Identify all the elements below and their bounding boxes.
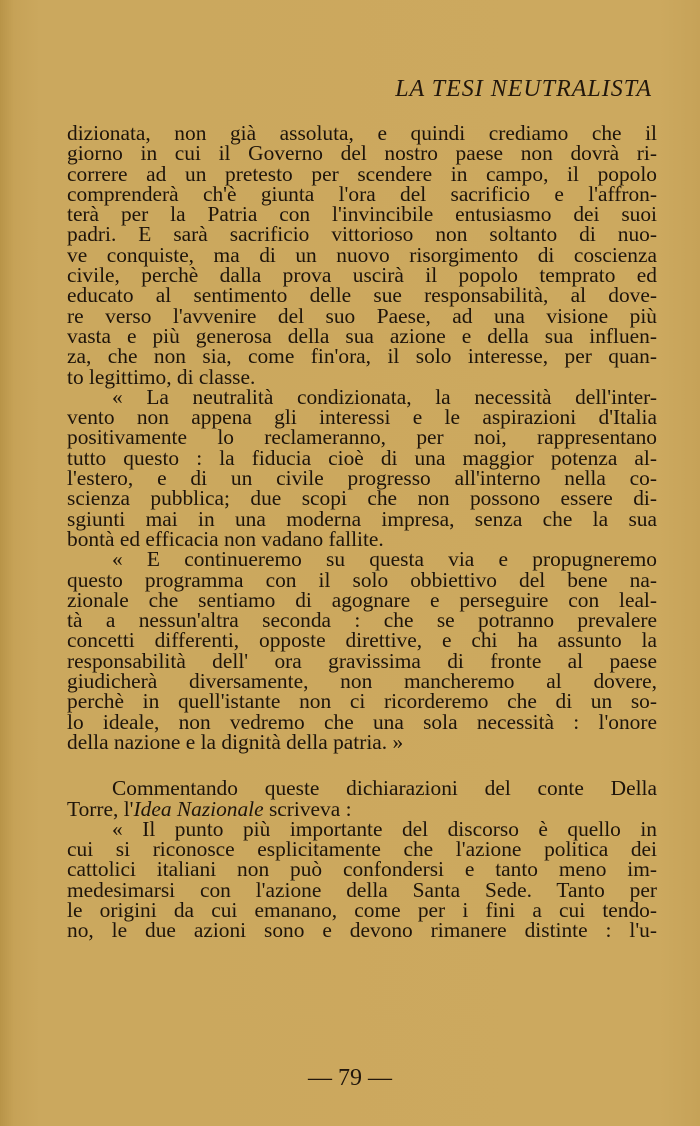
paragraph-gap: [67, 752, 657, 778]
text-line: sgiunti mai in una moderna impresa, senza che la sua: [67, 506, 657, 531]
text-line: re verso l'avvenire del suo Paese, ad una visione più: [67, 303, 657, 328]
paragraph-end-line: to legittimo, di classe.: [67, 364, 256, 389]
paragraph-start-line: « Il punto più importante del discorso è quello in: [112, 816, 657, 841]
body-text: [67, 123, 657, 941]
running-header: LA TESI NEUTRALISTA: [395, 76, 652, 102]
text-line: giudicherà diversamente, non mancheremo al dovere,: [67, 669, 657, 694]
text-line: civile, perchè dalla prova uscirà il popolo temprato ed: [67, 263, 657, 288]
text-line: terà per la Patria con l'invincibile entusiasmo dei suoi: [67, 202, 657, 227]
paragraph-start-line: Commentando queste dichiarazioni del conte Della: [112, 776, 657, 801]
text-line: zionale che sentiamo di agognare e perseguire con leal-: [67, 587, 657, 612]
text-line: correre ad un pretesto per scendere in campo, il popolo: [67, 161, 657, 186]
text-line: l'estero, e di un civile progresso all'interno nella co-: [67, 466, 657, 491]
text-line: cattolici italiani non può confondersi e tanto meno im-: [67, 857, 657, 882]
text-line: giorno in cui il Governo del nostro paese non dovrà ri-: [67, 141, 657, 166]
paragraph-end-line: bontà ed efficacia non vadano fallite.: [67, 526, 384, 551]
text-line: medesimarsi con l'azione della Santa Sede. Tanto per: [67, 877, 657, 902]
text-line: no, le due azioni sono e devono rimanere distinte : l'u-: [67, 918, 657, 943]
paragraph-start-line: « La neutralità condizionata, la necessità dell'inter-: [112, 384, 657, 409]
text-line: tà a nessun'altra seconda : che se potranno prevalere: [67, 608, 657, 633]
text-line: cui si riconosce esplicitamente che l'azione politica dei: [67, 837, 657, 862]
text-line: concetti differenti, opposte direttive, e chi ha assunto la: [67, 628, 657, 653]
text-line: vento non appena gli interessi e le aspirazioni d'Italia: [67, 405, 657, 430]
page-number: — 79 —: [308, 1065, 392, 1091]
text-fragment: Torre, l': [67, 796, 134, 821]
text-line: dizionata, non già assoluta, e quindi crediamo che il: [67, 121, 657, 145]
text-line: ve conquiste, ma di un nuovo risorgimento di coscienza: [67, 242, 657, 267]
text-line: vasta e più generosa della sua azione e della sua influen-: [67, 323, 657, 348]
text-line: le origini da cui emanano, come per i fini a cui tendo-: [67, 897, 657, 922]
text-line: scienza pubblica; due scopi che non possono essere di-: [67, 486, 657, 511]
text-line: lo ideale, non vedremo che una sola necessità : l'onore: [67, 709, 657, 734]
text-line: padri. E sarà sacrificio vittorioso non soltanto di nuo-: [67, 222, 657, 247]
text-line: perchè in quell'istante non ci ricorderemo che di un so-: [67, 689, 657, 714]
text-line: responsabilità dell' ora gravissima di fronte al paese: [67, 648, 657, 673]
text-line: questo programma con il solo obbiettivo del bene na-: [67, 567, 657, 592]
text-line: tutto questo : la fiducia cioè di una maggior potenza al-: [67, 445, 657, 470]
text-line: za, che non sia, come fin'ora, il solo interesse, per quan-: [67, 344, 657, 369]
text-line: [67, 796, 657, 821]
paragraph-end-line: della nazione e la dignità della patria. »: [67, 729, 404, 754]
paragraph-start-line: « E continueremo su questa via e propugneremo: [112, 547, 657, 572]
text-fragment: scriveva :: [263, 796, 352, 821]
text-line: positivamente lo reclameranno, per noi, rappresentano: [67, 425, 657, 450]
text-line: comprenderà ch'è giunta l'ora del sacrificio e l'affron-: [67, 181, 657, 206]
newspaper-title: Idea Nazionale: [133, 796, 264, 821]
text-line: educato al sentimento delle sue responsabilità, al dove-: [67, 283, 657, 308]
